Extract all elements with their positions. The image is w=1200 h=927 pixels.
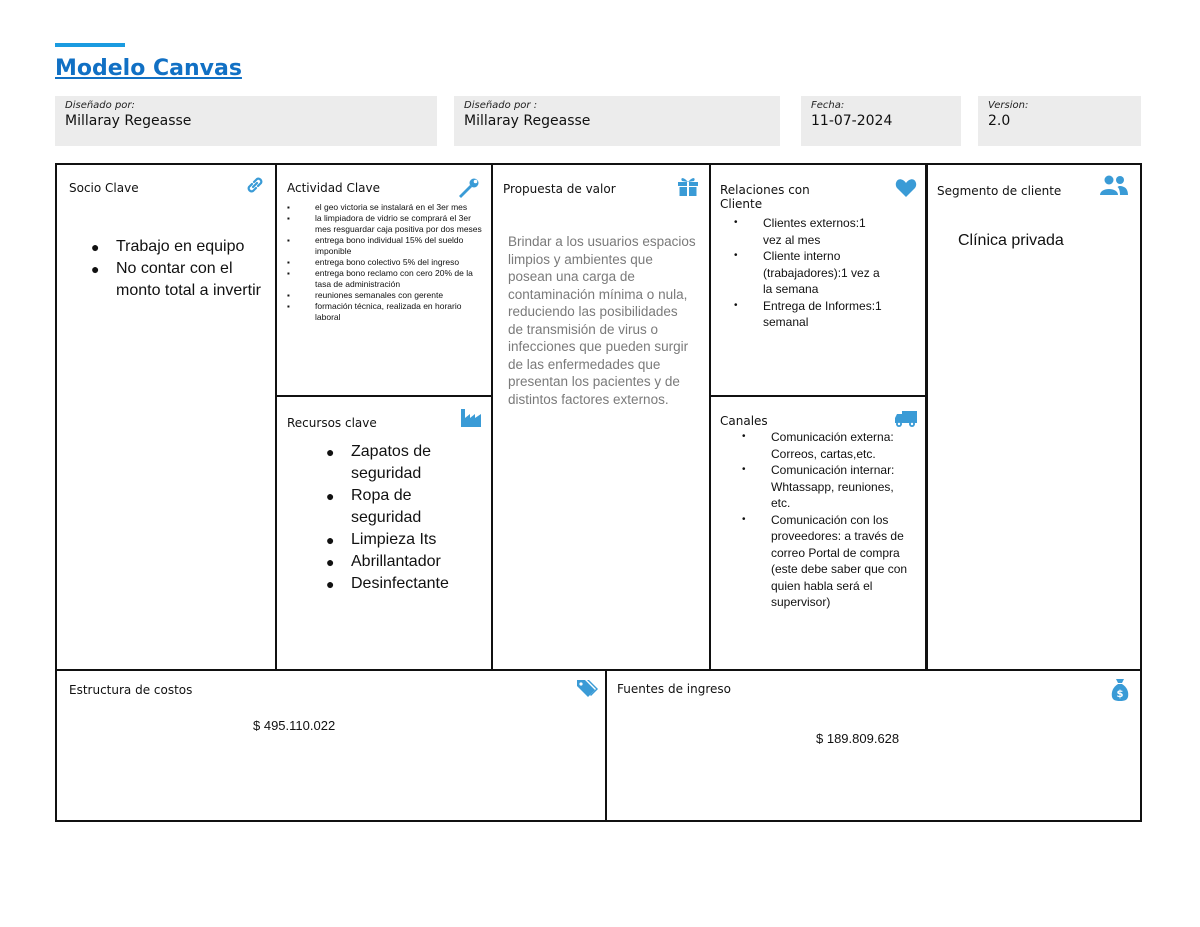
page-title: Modelo Canvas — [55, 56, 242, 81]
version-label: Version: — [988, 100, 1029, 111]
divider — [491, 163, 493, 670]
list-item: • Entrega de Informes:1 semanal — [734, 298, 882, 329]
designer-label-2: Diseñado por : — [464, 100, 538, 111]
recursos-list — [321, 441, 486, 595]
list-item: ● Desinfectante — [326, 575, 449, 592]
divider — [925, 163, 928, 670]
list-item: ● Zapatos de seguridad — [326, 443, 432, 482]
divider — [275, 395, 493, 397]
relaciones-cliente-title: Relaciones con Cliente — [720, 183, 810, 211]
list-item: ▪ reuniones semanales con gerente — [287, 290, 444, 300]
ingresos-title: Fuentes de ingreso — [617, 682, 732, 696]
factory-icon — [460, 406, 482, 432]
list-item: • Comunicación internar: Whtassapp, reuniones, etc. — [742, 463, 895, 510]
tags-icon — [576, 678, 598, 702]
costos-value: $ 495.110.022 — [253, 718, 336, 733]
version-value: 2.0 — [988, 113, 1011, 129]
list-item: ▪ el geo victoria se instalará en el 3er mes — [287, 202, 468, 212]
segmento-cliente-title: Segmento de cliente — [937, 184, 1062, 198]
heart-icon — [895, 178, 917, 202]
actividad-clave-title: Actividad Clave — [287, 181, 381, 195]
designer-field-1 — [55, 96, 437, 146]
divider — [275, 163, 277, 670]
wrench-icon — [457, 176, 481, 204]
divider — [605, 669, 607, 822]
list-item: ● Ropa de seguridad — [326, 487, 422, 526]
list-item: ▪ formación técnica, realizada en horario laboral — [287, 301, 462, 322]
ingresos-value: $ 189.809.628 — [816, 731, 900, 746]
list-item: ▪ entrega bono reclamo con cero 20% de la tasa de administración — [287, 268, 473, 289]
list-item: • Cliente interno (trabajadores):1 vez a la semana — [734, 249, 880, 296]
version-field — [978, 96, 1141, 146]
designer-field-2 — [454, 96, 780, 146]
list-item: • Comunicación externa: Correos, cartas,etc. — [742, 430, 894, 461]
date-value: 11-07-2024 — [811, 113, 893, 129]
costos-title: Estructura de costos — [69, 683, 193, 697]
actividad-list — [287, 202, 485, 323]
list-item: ● No contar con el monto total a invertir — [91, 260, 261, 299]
designer-value-2: Millaray Regeasse — [464, 113, 591, 129]
list-item: ● Abrillantador — [326, 553, 441, 570]
money-bag-icon — [1111, 678, 1129, 706]
divider — [55, 669, 1142, 671]
relaciones-list — [734, 215, 884, 331]
list-item: ● Limpieza Its — [326, 531, 437, 548]
canales-list — [742, 429, 910, 611]
list-item: ● Trabajo en equipo — [91, 238, 245, 255]
canales-title: Canales — [720, 414, 768, 428]
date-label: Fecha: — [811, 100, 845, 111]
divider — [709, 395, 927, 397]
socio-clave-title: Socio Clave — [69, 181, 139, 195]
propuesta-text: Brindar a los usuarios espacios limpios y ambientes que posean una carga de contaminación mínima o nula, reduciendo las posibilidades de transmisión de virus o infecciones que pueden surgir de las enfermedades que presentan los pacientes y de distintos factores externos. — [508, 234, 696, 407]
designer-value-1: Millaray Regeasse — [65, 113, 192, 129]
gift-icon — [677, 176, 699, 200]
users-icon — [1100, 174, 1128, 200]
list-item: ▪ la limpiadora de vidrio se comprará el 3er mes resguardar caja positiva por dos meses — [287, 213, 482, 234]
segmento-text: Clínica privada — [958, 232, 1064, 249]
recursos-clave-title: Recursos clave — [287, 416, 377, 430]
date-field — [801, 96, 961, 146]
list-item: ▪ entrega bono individual 15% del sueldo imponible — [287, 235, 464, 256]
title-accent-bar — [55, 43, 125, 47]
list-item: ▪ entrega bono colectivo 5% del ingreso — [287, 257, 460, 267]
divider — [709, 163, 711, 670]
propuesta-valor-title: Propuesta de valor — [503, 182, 616, 196]
link-icon — [244, 174, 266, 200]
socio-list — [86, 236, 266, 302]
designer-label-1: Diseñado por: — [65, 100, 135, 111]
list-item: • Comunicación con los proveedores: a través de correo Portal de compra (este debe saber que con quien habla será el supervisor) — [742, 512, 908, 609]
svg-text:$: $ — [1116, 689, 1124, 700]
list-item: • Clientes externos:1 vez al mes — [734, 216, 866, 247]
